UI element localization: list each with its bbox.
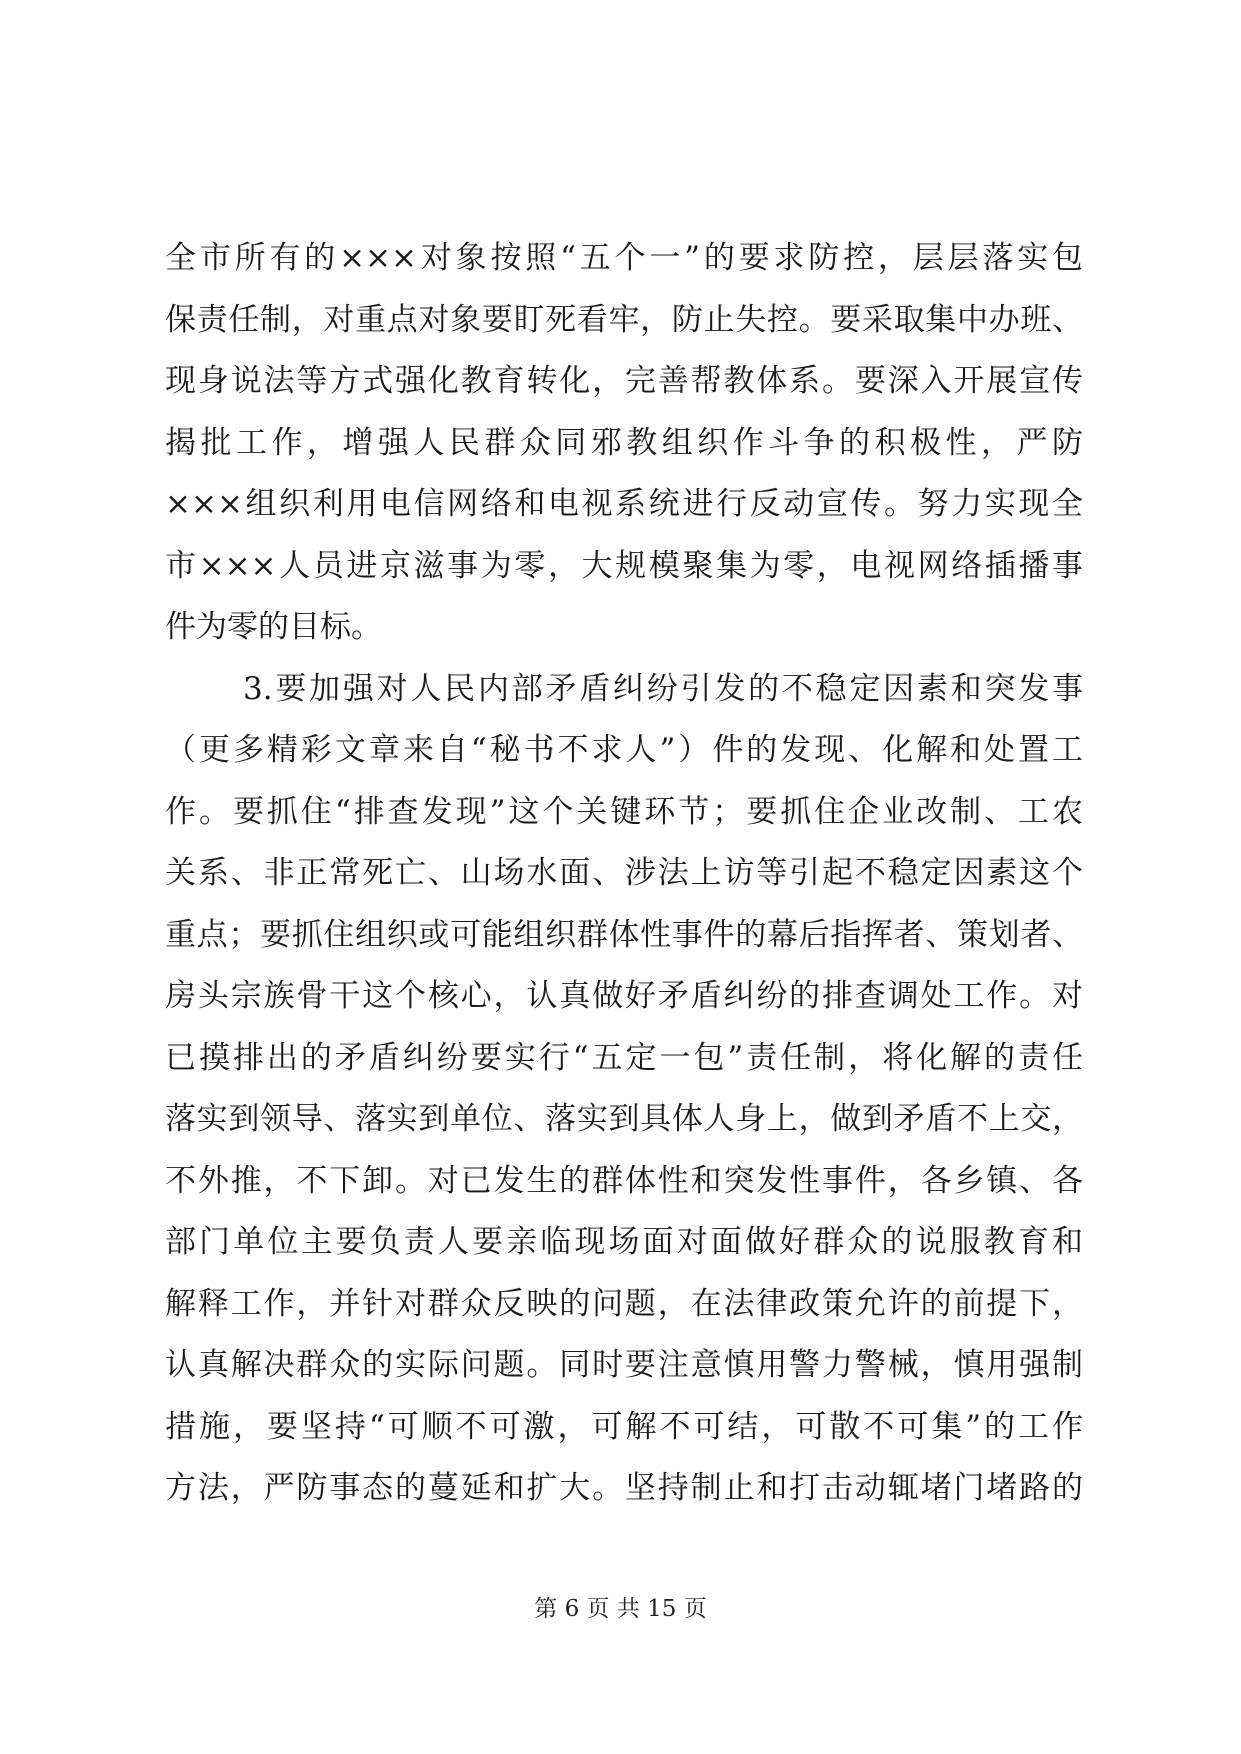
text-line: 房头宗族骨干这个核心，认真做好矛盾纠纷的排查调处工作。对 [165, 978, 1083, 1014]
text-line: 3.要加强对人民内部矛盾纠纷引发的不稳定因素和突发事 [243, 670, 1083, 707]
text-line: 保责任制，对重点对象要盯死看牢，防止失控。要采取集中办班、 [165, 301, 1083, 338]
paragraph-1 [165, 228, 1083, 659]
text-line: （更多精彩文章来自“秘书不求人”）件的发现、化解和处置工 [165, 732, 1083, 768]
text-line: 市×××人员进京滋事为零，大规模聚集为零，电视网络插播事 [165, 547, 1083, 584]
text-line: 件为零的目标。 [165, 609, 382, 645]
text-line: 不外推，不下卸。对已发生的群体性和突发性事件，各乡镇、各 [165, 1162, 1083, 1199]
page-number-footer: 第 6 页 共 15 页 [534, 1596, 707, 1622]
text-line: 措施，要坚持“可顺不可激，可解不可结，可散不可集”的工作 [165, 1408, 1083, 1445]
text-line: 部门单位主要负责人要亲临现场面对面做好群众的说服教育和 [165, 1224, 1083, 1260]
text-line: 关系、非正常死亡、山场水面、涉法上访等引起不稳定因素这个 [165, 855, 1083, 891]
text-line: 作。要抓住“排查发现”这个关键环节；要抓住企业改制、工农 [165, 793, 1083, 830]
text-line: 方法，严防事态的蔓延和扩大。坚持制止和打击动辄堵门堵路的 [165, 1470, 1083, 1506]
text-line: 重点；要抓住组织或可能组织群体性事件的幕后指挥者、策划者、 [165, 916, 1083, 953]
paragraph-2 [165, 659, 1083, 1520]
text-line: 认真解决群众的实际问题。同时要注意慎用警力警械，慎用强制 [165, 1347, 1083, 1383]
text-line: 已摸排出的矛盾纠纷要实行“五定一包”责任制，将化解的责任 [165, 1039, 1083, 1076]
text-line: 落实到领导、落实到单位、落实到具体人身上，做到矛盾不上交， [165, 1101, 1083, 1137]
text-line: 现身说法等方式强化教育转化，完善帮教体系。要深入开展宣传 [165, 363, 1083, 399]
text-line: 揭批工作，增强人民群众同邪教组织作斗争的积极性，严防 [165, 424, 1083, 461]
body-text [165, 228, 1083, 1520]
text-line: ×××组织利用电信网络和电视系统进行反动宣传。努力实现全 [165, 486, 1083, 522]
text-line: 全市所有的×××对象按照“五个一”的要求防控，层层落实包 [165, 240, 1083, 276]
text-line: 解释工作，并针对群众反映的问题，在法律政策允许的前提下， [165, 1285, 1083, 1322]
